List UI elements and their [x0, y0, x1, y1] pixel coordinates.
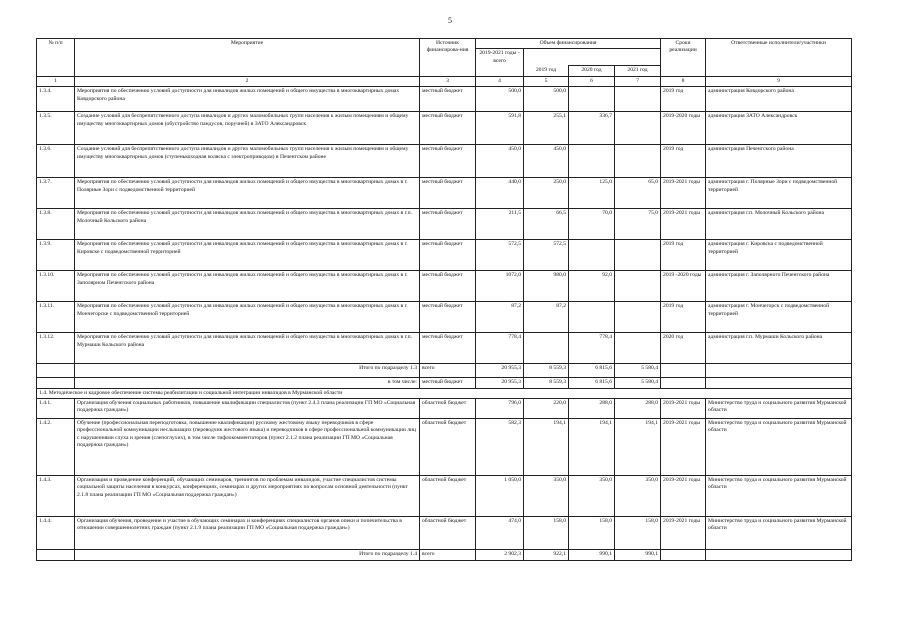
amount-2021: [615, 87, 661, 112]
executor: администрация г.п. Мурмаши Кольского района: [706, 333, 852, 364]
executor: администрация г. Кировска с подведомственной территорией: [706, 240, 852, 271]
financing-table: [36, 38, 852, 561]
measure-text: Мероприятия по обеспечению условий доступности для инвалидов жилых помещений и общего имущества в многоквартирных домах в г.п. Молочный Кольского района: [75, 209, 420, 240]
funding-source: местный бюджет: [420, 178, 476, 209]
col-index: 3: [420, 76, 476, 86]
amount-2020: 778,4: [569, 333, 615, 364]
measure-text: Мероприятия по обеспечению условий доступности для инвалидов жилых помещений и общего имущества в многоквартирных домах в г. Мончегорске с подведомственной территорией: [75, 302, 420, 333]
subtotal-2021: 5 580,4: [615, 364, 661, 378]
subtotal-row: [37, 364, 852, 378]
measure-text: Создание условий для беспрепятственного доступа инвалидов и других маломобильных групп населения к жилым помещениям и общему имуществу многоквартирных домов (ступенькоходная коляска с электроприводом) в Печенгском районе: [75, 145, 420, 178]
table-row: [37, 516, 852, 549]
rows-section-14: [37, 398, 852, 549]
funding-source: местный бюджет: [420, 271, 476, 302]
header-2020: 2020 год: [569, 66, 615, 76]
executor: администрация г. Полярные Зори с подведомственной территорией: [706, 178, 852, 209]
including-total: 20 955,3: [476, 378, 524, 388]
measure-text: Мероприятия по обеспечению условий доступности для инвалидов жилых помещений и общего имущества в многоквартирных домах Ковдорского района: [75, 87, 420, 112]
funding-source: местный бюджет: [420, 302, 476, 333]
measure-text: Организация обучения социальных работников, повышение квалификации специалистов (пункт 2.4.3 плана реализации ГП МО «Социальная поддержка граждан»): [75, 398, 420, 418]
funding-source: местный бюджет: [420, 145, 476, 178]
term: 2020 год: [661, 333, 706, 364]
amount-2021: 75,0: [615, 209, 661, 240]
row-number: 1.3.5.: [37, 112, 75, 145]
amount-2020: 92,0: [569, 271, 615, 302]
header-2019: 2019 год: [524, 66, 569, 76]
funding-source: местный бюджет: [420, 240, 476, 271]
term: 2019-2021 годы: [661, 475, 706, 516]
term: 2019 год: [661, 240, 706, 271]
col-index: 7: [615, 76, 661, 86]
funding-source: местный бюджет: [420, 112, 476, 145]
funding-source: областной бюджет: [420, 475, 476, 516]
row-number: 1.4.3.: [37, 475, 75, 516]
table-row: [37, 418, 852, 475]
amount-total: 87,2: [476, 302, 524, 333]
amount-2019: 255,1: [524, 112, 569, 145]
table-row: [37, 240, 852, 271]
subtotal-row: [37, 549, 852, 560]
header-measure: Мероприятие: [75, 39, 420, 77]
funding-source: местный бюджет: [420, 333, 476, 364]
amount-2019: 350,0: [524, 475, 569, 516]
executor: администрация Ковдорского района: [706, 87, 852, 112]
amount-2021: 194,1: [615, 418, 661, 475]
measure-text: Мероприятия по обеспечению условий доступности для инвалидов жилых помещений и общего имущества в многоквартирных домах в г. Заполярном Печенгского района: [75, 271, 420, 302]
amount-2020: 125,0: [569, 178, 615, 209]
subtotal-source: всего: [420, 549, 476, 560]
amount-2021: [615, 271, 661, 302]
amount-2020: 194,1: [569, 418, 615, 475]
executor: администрация ЗАТО Александровск: [706, 112, 852, 145]
subtotal-2020: 6 815,6: [569, 364, 615, 378]
subtotal-total: 20 955,3: [476, 364, 524, 378]
amount-2020: [569, 145, 615, 178]
amount-2021: [615, 240, 661, 271]
row-number: 1.3.12.: [37, 333, 75, 364]
funding-source: областной бюджет: [420, 516, 476, 549]
amount-total: 778,4: [476, 333, 524, 364]
measure-text: Организация и проведение конференций, обучающих семинаров, тренингов по проблемам инвалидов, участие специалистов системы социальной защиты населения в конкурсах, конференциях, семинарах и других мероприятиях по вопросам основной деятельности (пункт 2.1.8 плана реализации ГП МО «Социальная поддержка граждан»): [75, 475, 420, 516]
column-index-row: [37, 76, 852, 86]
term: 2019 год: [661, 145, 706, 178]
amount-2019: 980,0: [524, 271, 569, 302]
subtotal-2021: 990,1: [615, 549, 661, 560]
measure-text: Обучение (профессиональная переподготовка, повышение квалификации) русскому жестовому языку переводчиков в сфере профессиональной коммуникации неслышащих (переводчик жестового языка) и переводчиков в сфере профессиональной коммуникации лиц с нарушениями слуха и зрения (слепоглухих), в том числе тифлокомментаторов (пункт 2.1.2 плана реализации ГП МО «Социальная поддержка граждан»): [75, 418, 420, 475]
amount-total: 500,0: [476, 87, 524, 112]
term: 2019-2021 годы: [661, 398, 706, 418]
header-terms: Сроки реализации: [661, 39, 706, 77]
executor: администрация г. Заполярного Печенгского района: [706, 271, 852, 302]
col-index: 1: [37, 76, 75, 86]
amount-2019: 250,0: [524, 178, 569, 209]
executor: Министерство труда и социального развития Мурманской области: [706, 516, 852, 549]
table-row: [37, 333, 852, 364]
table-row: [37, 145, 852, 178]
amount-2019: 450,0: [524, 145, 569, 178]
header-2021: 2021 год: [615, 66, 661, 76]
row-number: 1.4.1.: [37, 398, 75, 418]
amount-2020: [569, 240, 615, 271]
funding-source: местный бюджет: [420, 87, 476, 112]
header-years-gap: [524, 49, 661, 66]
table-row: [37, 112, 852, 145]
row-number: 1.3.9.: [37, 240, 75, 271]
term: 2019-2021 годы: [661, 516, 706, 549]
amount-2019: 66,5: [524, 209, 569, 240]
table-row: [37, 302, 852, 333]
table-row: [37, 475, 852, 516]
subtotal-source: всего: [420, 364, 476, 378]
measure-text: Создание условий для беспрепятственного доступа инвалидов и других маломобильных групп населения к жилым помещениям и общему имуществу многоквартирных домов (обустройство пандусов, поручней) в ЗАТО Александровск: [75, 112, 420, 145]
funding-source: местный бюджет: [420, 209, 476, 240]
executor: Министерство труда и социального развития Мурманской области: [706, 418, 852, 475]
subtotal-label: Итого по подразделу 1.3: [75, 364, 420, 378]
amount-total: 1 050,0: [476, 475, 524, 516]
including-row: [37, 378, 852, 388]
amount-2019: 220,0: [524, 398, 569, 418]
amount-2021: [615, 145, 661, 178]
including-label: в том числе:: [75, 378, 420, 388]
including-2020: 6 815,6: [569, 378, 615, 388]
amount-2020: 350,0: [569, 475, 615, 516]
col-index: 5: [524, 76, 569, 86]
col-index: 6: [569, 76, 615, 86]
amount-total: 796,0: [476, 398, 524, 418]
header-num: № п/п: [37, 39, 75, 77]
row-number: 1.3.8.: [37, 209, 75, 240]
amount-total: 450,0: [476, 145, 524, 178]
amount-total: 582,3: [476, 418, 524, 475]
amount-2020: [569, 302, 615, 333]
table-row: [37, 398, 852, 418]
including-source: местный бюджет: [420, 378, 476, 388]
measure-text: Мероприятия по обеспечению условий доступности для инвалидов жилых помещений и общего имущества в многоквартирных домах в г.п. Мурмаши Кольского района: [75, 333, 420, 364]
subtotal-2019: 8 559,3: [524, 364, 569, 378]
funding-source: областной бюджет: [420, 418, 476, 475]
amount-2019: 158,0: [524, 516, 569, 549]
amount-2019: 87,2: [524, 302, 569, 333]
col-index: 8: [661, 76, 706, 86]
term: 2019 год: [661, 302, 706, 333]
term: 2019 год: [661, 87, 706, 112]
term: 2019-2021 годы: [661, 178, 706, 209]
amount-2021: [615, 333, 661, 364]
subtotal-label: Итого по подразделу 1.4: [75, 549, 420, 560]
amount-2019: [524, 333, 569, 364]
funding-source: областной бюджет: [420, 398, 476, 418]
col-index: 4: [476, 76, 524, 86]
amount-2020: 288,0: [569, 398, 615, 418]
amount-total: 474,0: [476, 516, 524, 549]
subtotal-2019: 922,1: [524, 549, 569, 560]
executor: администрация г.п. Молочный Кольского района: [706, 209, 852, 240]
section-14-title: 1.4. Методическое и кадровое обеспечение системы реабилитации и социальной интеграции инвалидов в Мурманской области: [37, 388, 852, 398]
row-number: 1.4.2.: [37, 418, 75, 475]
measure-text: Мероприятия по обеспечению условий доступности для инвалидов жилых помещений и общего имущества в многоквартирных домах в г. Полярные Зори с подведомственной территорией: [75, 178, 420, 209]
amount-2021: 65,0: [615, 178, 661, 209]
amount-total: 572,5: [476, 240, 524, 271]
executor: Министерство труда и социального развития Мурманской области: [706, 398, 852, 418]
executor: администрация Печенгского района: [706, 145, 852, 178]
totals-section-13: [37, 364, 852, 399]
amount-2020: [569, 87, 615, 112]
col-index: 9: [706, 76, 852, 86]
subtotal-total: 2 902,3: [476, 549, 524, 560]
measure-text: Организация обучения, проведение и участие в обучающих семинарах и конференциях специалистов органов опеки и попечительства в отношении совершеннолетних граждан (пункт 2.1.9 плана реализации ГП МО «Социальная поддержка граждан»): [75, 516, 420, 549]
amount-2021: [615, 112, 661, 145]
amount-2021: [615, 302, 661, 333]
amount-2020: 158,0: [569, 516, 615, 549]
amount-2019: 500,0: [524, 87, 569, 112]
header-volume: Объем финансирования: [476, 39, 661, 49]
amount-2019: 194,1: [524, 418, 569, 475]
page-number: 5: [448, 16, 452, 25]
term: 2019-2020 годы: [661, 112, 706, 145]
amount-2020: 336,7: [569, 112, 615, 145]
amount-2020: 70,0: [569, 209, 615, 240]
term: 2019-2021 годы: [661, 418, 706, 475]
amount-2021: 288,0: [615, 398, 661, 418]
section-heading-row: [37, 388, 852, 398]
subtotal-2020: 990,1: [569, 549, 615, 560]
rows-section-13: [37, 87, 852, 364]
col-index: 2: [75, 76, 420, 86]
totals-section-14: [37, 549, 852, 560]
header-total: 2019-2021 годы - всего: [476, 49, 524, 76]
including-2021: 5 580,4: [615, 378, 661, 388]
amount-total: 211,5: [476, 209, 524, 240]
executor: администрация г. Мончегорск с подведомственной территорией: [706, 302, 852, 333]
including-2019: 8 559,3: [524, 378, 569, 388]
table-row: [37, 209, 852, 240]
row-number: 1.3.6.: [37, 145, 75, 178]
term: 2019 -2020 годы: [661, 271, 706, 302]
amount-total: 591,8: [476, 112, 524, 145]
term: 2019-2021 годы: [661, 209, 706, 240]
amount-total: 440,0: [476, 178, 524, 209]
table-row: [37, 271, 852, 302]
amount-total: 1072,0: [476, 271, 524, 302]
amount-2021: 158,0: [615, 516, 661, 549]
amount-2021: 350,0: [615, 475, 661, 516]
header-executors: Ответственные исполнители/участники: [706, 39, 852, 77]
table-row: [37, 87, 852, 112]
row-number: 1.3.11.: [37, 302, 75, 333]
header-source: Источник финансирова-ния: [420, 39, 476, 77]
row-number: 1.3.10.: [37, 271, 75, 302]
table-row: [37, 178, 852, 209]
row-number: 1.3.4.: [37, 87, 75, 112]
row-number: 1.3.7.: [37, 178, 75, 209]
amount-2019: 572,5: [524, 240, 569, 271]
executor: Министерство труда и социального развития Мурманской области: [706, 475, 852, 516]
measure-text: Мероприятия по обеспечению условий доступности для инвалидов жилых помещений и общего имущества в многоквартирных домах в г. Кировске с подведомственной территорией: [75, 240, 420, 271]
row-number: 1.4.4.: [37, 516, 75, 549]
